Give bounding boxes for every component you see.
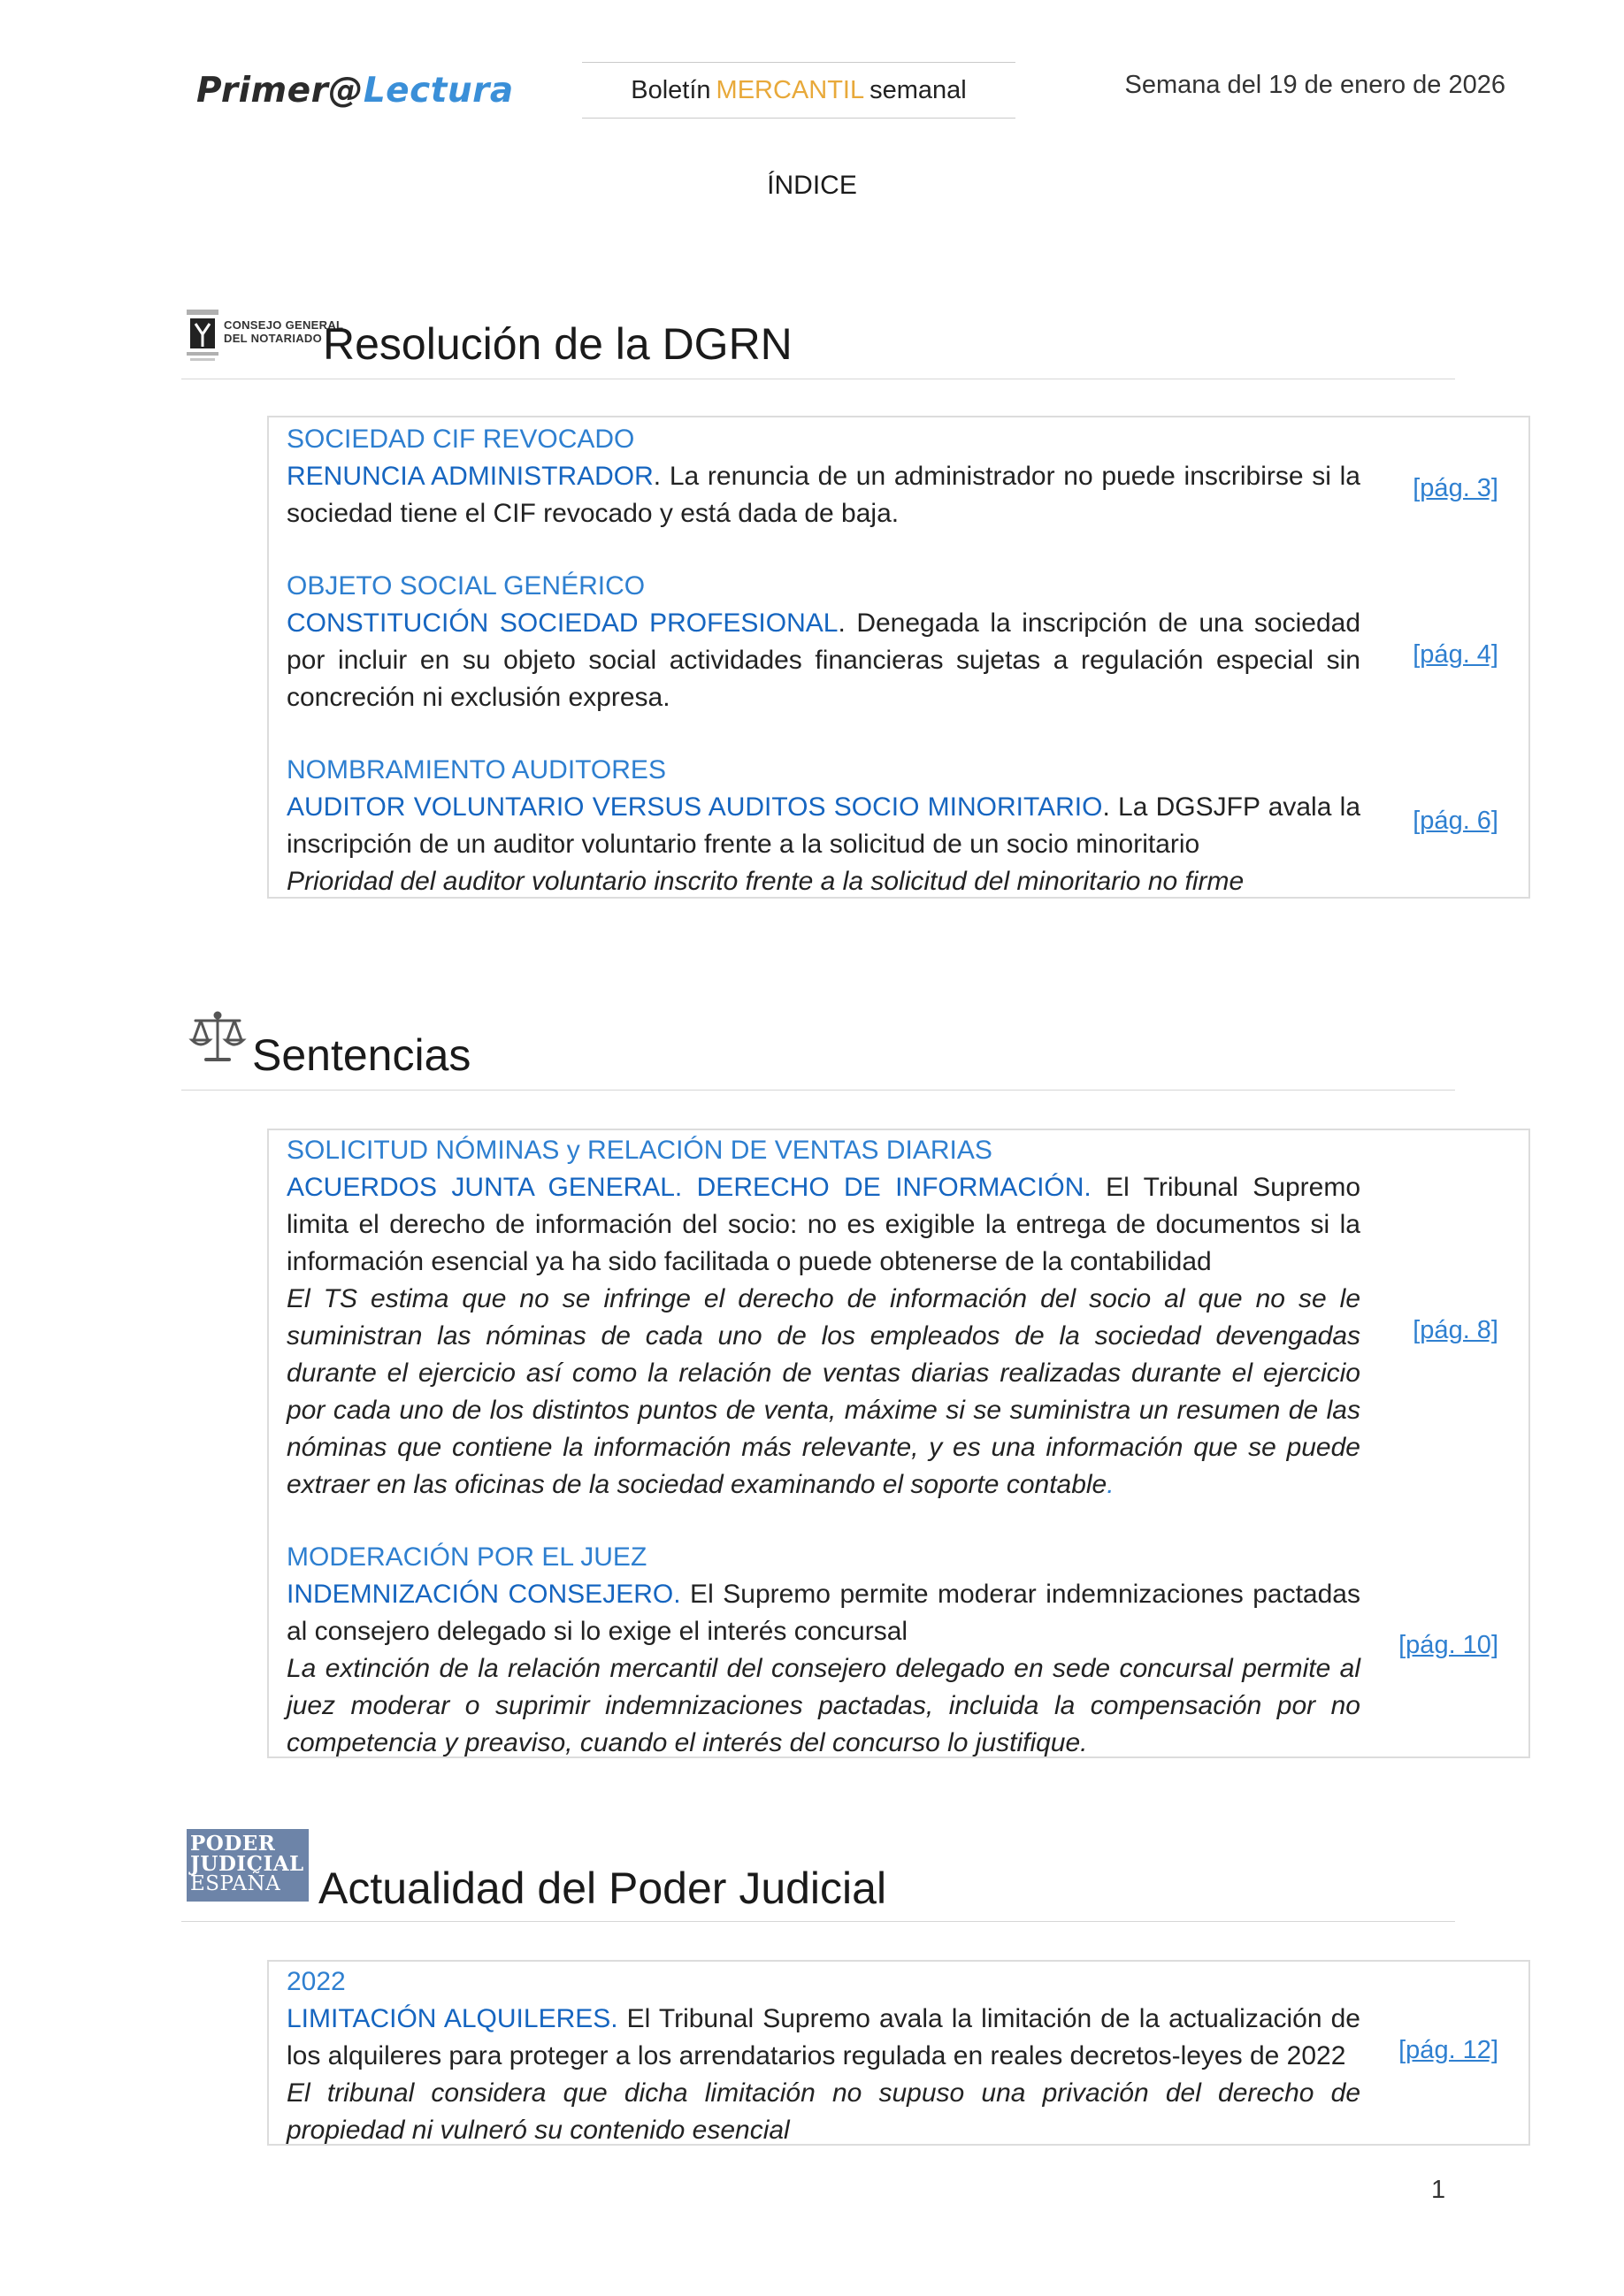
- notariado-emblem-icon: [185, 308, 220, 363]
- bulletin-post: semanal: [869, 75, 967, 104]
- notariado-logo-line1: CONSEJO GENERAL: [224, 318, 344, 332]
- page-link[interactable]: [pág. 12]: [1398, 2036, 1498, 2064]
- entry-text: . Denegada la inscripción de una sociedad por incluir en su objeto social actividades financieras sujetas a regulación especial sin concreción ni exclusión expresa.: [287, 608, 1361, 712]
- poder-judicial-logo: [187, 1829, 309, 1902]
- page-link[interactable]: [pág. 10]: [1398, 1631, 1498, 1659]
- page-number: 1: [1431, 2176, 1446, 2204]
- index-box-poder-judicial: [267, 1960, 1530, 2146]
- entry-text: El Tribunal Supremo avala la limitación de la actualización de los alquileres para proteger a los arrendatarios regulada en reales decretos-leyes de 2022: [287, 2004, 1360, 2070]
- entry-heading: MODERACIÓN POR EL JUEZ: [287, 1542, 647, 1572]
- entry-lead: AUDITOR VOLUNTARIO VERSUS AUDITOS SOCIO MINORITARIO: [287, 792, 1103, 822]
- section-title-poder-judicial: Actualidad del Poder Judicial: [318, 1864, 887, 1913]
- page-link[interactable]: [pág. 8]: [1413, 1316, 1498, 1344]
- entry-body: [287, 2001, 1360, 2075]
- entry-lead: CONSTITUCIÓN SOCIEDAD PROFESIONAL: [287, 608, 839, 638]
- page-link[interactable]: [pág. 4]: [1413, 640, 1498, 669]
- entry-text: . La renuncia de un administrador no puede inscribirse si la sociedad tiene el CIF revocado y está dada de baja.: [287, 462, 1360, 528]
- page-link[interactable]: [pág. 6]: [1413, 807, 1498, 835]
- entry-heading: SOCIEDAD CIF REVOCADO: [287, 425, 635, 454]
- index-entry: [287, 752, 1360, 900]
- entry-summary: El tribunal considera que dicha limitación no supuso una privación del derecho de propiedad ni vulneró su contenido esencial: [287, 2078, 1360, 2145]
- index-entry: [287, 421, 1360, 532]
- entry-body: [287, 605, 1360, 716]
- entry-text: El Supremo permite moderar indemnizaciones pactadas al consejero delegado si lo exige el interés concursal: [287, 1580, 1360, 1646]
- poder-judicial-logo-line3: ESPAÑA: [190, 1872, 281, 1895]
- entry-body: [287, 789, 1360, 863]
- brand-accent: Lectura: [363, 71, 514, 111]
- entry-heading: 2022: [287, 1967, 346, 1996]
- index-entry: [287, 1132, 1360, 1504]
- entry-heading: NOMBRAMIENTO AUDITORES: [287, 755, 666, 784]
- index-title: ÍNDICE: [767, 171, 857, 200]
- bulletin-title: [582, 62, 1015, 119]
- entry-text: . La DGSJFP avala la inscripción de un auditor voluntario frente a la solicitud de un socio minoritario: [287, 792, 1361, 859]
- entry-lead: ACUERDOS JUNTA GENERAL. DERECHO DE INFORMACIÓN.: [287, 1173, 1092, 1202]
- entry-summary: Prioridad del auditor voluntario inscrito frente a la solicitud del minoritario no firme: [287, 867, 1245, 896]
- entry-summary: [287, 1281, 1360, 1504]
- index-entry: [287, 1963, 1360, 2149]
- entry-lead: INDEMNIZACIÓN CONSEJERO.: [287, 1580, 681, 1609]
- index-box-sentencias: [267, 1129, 1530, 1758]
- scales-of-justice-icon: [188, 1008, 247, 1067]
- notariado-logo-line2: DEL NOTARIADO: [224, 332, 323, 345]
- entry-heading: OBJETO SOCIAL GENÉRICO: [287, 571, 646, 601]
- entry-lead: LIMITACIÓN ALQUILERES.: [287, 2004, 618, 2033]
- entry-body: [287, 1169, 1360, 1281]
- section-title-sentencias: Sentencias: [252, 1030, 471, 1080]
- entry-text: El Tribunal Supremo limita el derecho de información del socio: no es exigible la entrega de documentos si la información esencial ya ha sido facilitada o puede obtenerse de la contabilidad: [287, 1173, 1361, 1276]
- week-date: Semana del 19 de enero de 2026: [1124, 71, 1505, 99]
- index-box-dgrn: [267, 416, 1530, 899]
- entry-summary: La extinción de la relación mercantil del consejero delegado en sede concursal permite al juez moderar o suprimir indemnizaciones pactadas, incluida la compensación por no competencia y preaviso, cuando el interés del concurso lo justifique.: [287, 1654, 1360, 1757]
- entry-heading: SOLICITUD NÓMINAS y RELACIÓN DE VENTAS DIARIAS: [287, 1136, 992, 1165]
- index-entry: [287, 1539, 1360, 1762]
- bulletin-accent: MERCANTIL: [716, 75, 865, 104]
- entry-body: [287, 1576, 1360, 1650]
- notariado-logo: [185, 308, 344, 364]
- poder-judicial-logo-line1: PODER: [190, 1832, 276, 1856]
- poder-judicial-logo-line2: JUDICIAL: [190, 1852, 304, 1876]
- page-link[interactable]: [pág. 3]: [1413, 474, 1498, 502]
- entry-lead: RENUNCIA ADMINISTRADOR: [287, 462, 654, 491]
- entry-body: [287, 458, 1360, 532]
- section-heading-sentencias: [181, 1008, 1455, 1091]
- section-heading-poder-judicial: [181, 1829, 1455, 1922]
- brand-prefix: Primer@: [196, 71, 364, 111]
- index-entry: [287, 568, 1360, 716]
- bulletin-pre: Boletín: [631, 75, 711, 104]
- section-heading-dgrn: [181, 301, 1455, 379]
- entry-summary-end: .: [1107, 1470, 1115, 1499]
- entry-summary-text: El TS estima que no se infringe el derecho de información del socio al que no se le suministran las nóminas de cada uno de los empleados de la sociedad devengadas durante el ejercicio así como la relación de ventas diarias realizadas durante el ejercicio por cada uno de los distintos puntos de venta, máxime si se suministra un resumen de las nóminas que contiene la información más relevante, y es una información que se puede extraer en las oficinas de la sociedad examinando el soporte contable: [287, 1284, 1360, 1499]
- section-title-dgrn: Resolución de la DGRN: [323, 319, 793, 369]
- brand-logo: [196, 71, 514, 111]
